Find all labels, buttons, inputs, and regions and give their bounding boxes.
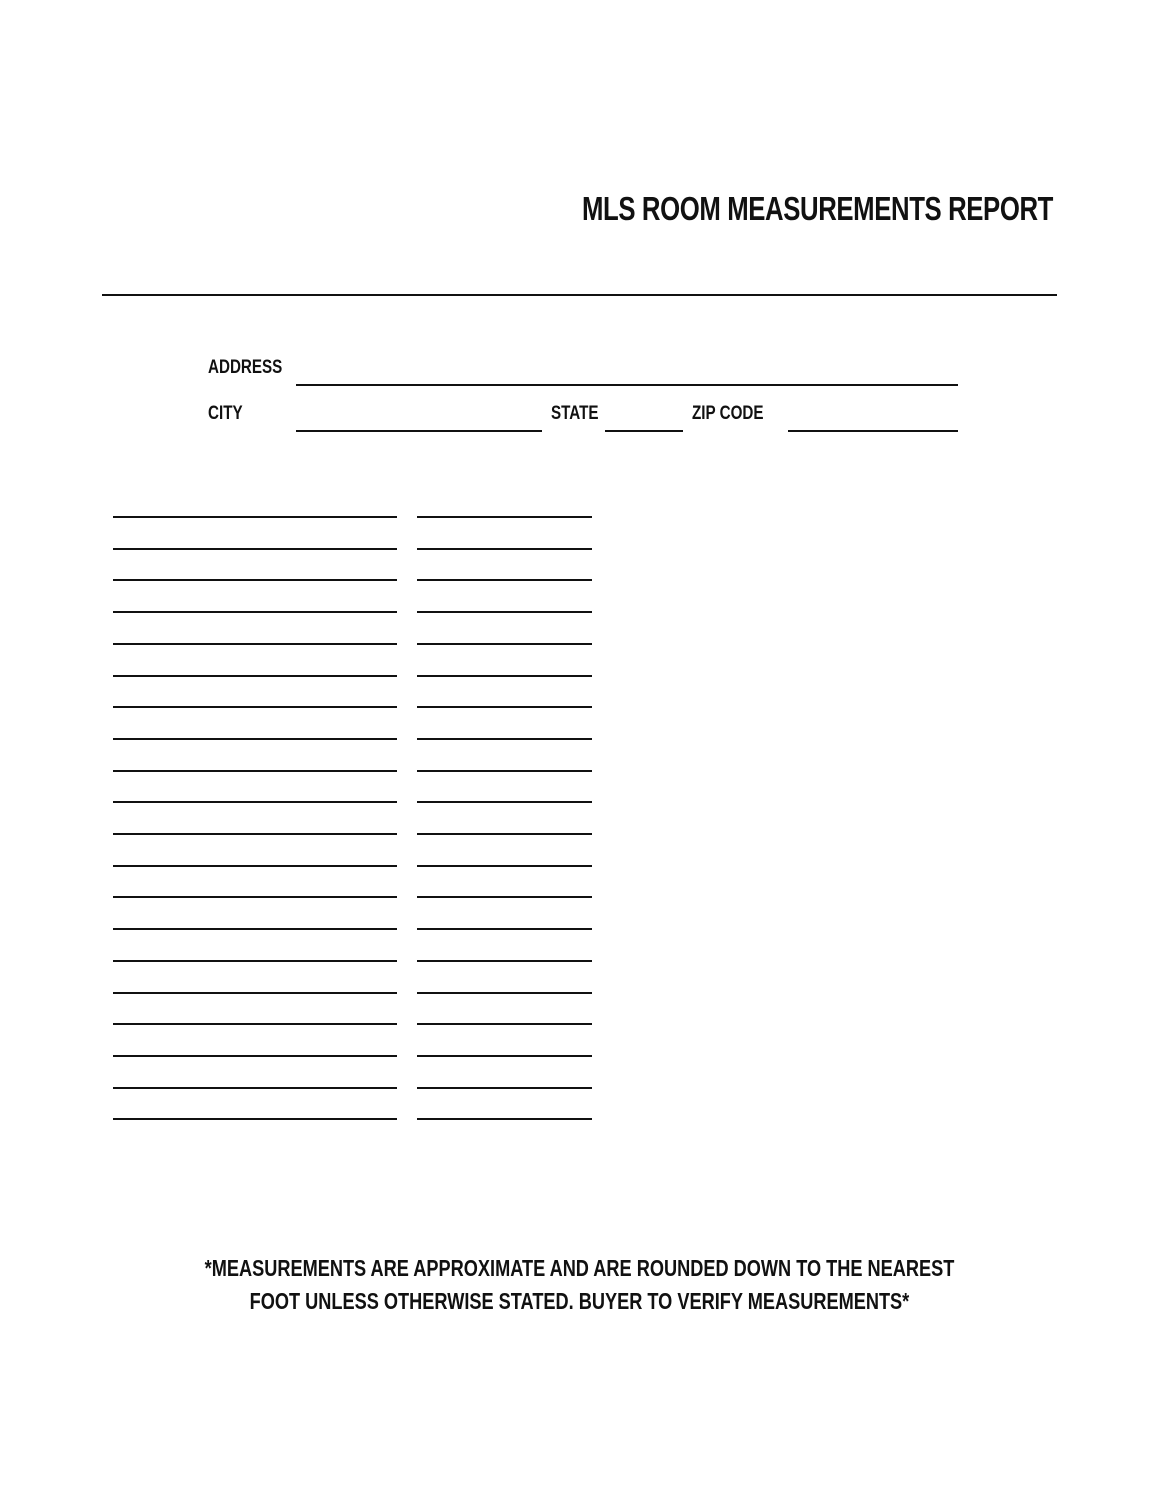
city-label: CITY (208, 403, 243, 424)
header-divider (102, 294, 1057, 296)
room-name-line[interactable] (113, 770, 397, 772)
zip-code-field[interactable] (788, 430, 958, 432)
room-name-line[interactable] (113, 1023, 397, 1025)
room-name-line[interactable] (113, 1118, 397, 1120)
room-dimension-line[interactable] (417, 896, 592, 898)
room-name-line[interactable] (113, 833, 397, 835)
room-name-line[interactable] (113, 801, 397, 803)
room-name-line[interactable] (113, 896, 397, 898)
room-name-line[interactable] (113, 579, 397, 581)
room-dimension-line[interactable] (417, 770, 592, 772)
room-name-line[interactable] (113, 738, 397, 740)
disclaimer-text-2: FOOT UNLESS OTHERWISE STATED. BUYER TO VERIFY MEASUREMENTS* (249, 1288, 910, 1314)
room-dimension-line[interactable] (417, 1087, 592, 1089)
room-name-line[interactable] (113, 1055, 397, 1057)
room-dimension-line[interactable] (417, 706, 592, 708)
room-dimension-line[interactable] (417, 960, 592, 962)
room-name-line[interactable] (113, 611, 397, 613)
room-dimension-line[interactable] (417, 611, 592, 613)
room-dimension-line[interactable] (417, 738, 592, 740)
room-dimension-line[interactable] (417, 992, 592, 994)
room-dimension-line[interactable] (417, 865, 592, 867)
room-name-line[interactable] (113, 675, 397, 677)
city-field[interactable] (296, 430, 542, 432)
room-name-line[interactable] (113, 960, 397, 962)
room-dimension-line[interactable] (417, 1055, 592, 1057)
state-field[interactable] (605, 430, 683, 432)
room-name-line[interactable] (113, 706, 397, 708)
room-name-line[interactable] (113, 992, 397, 994)
room-dimension-line[interactable] (417, 1023, 592, 1025)
address-field[interactable] (296, 384, 958, 386)
disclaimer-text-1: *MEASUREMENTS ARE APPROXIMATE AND ARE ROUNDED DOWN TO THE NEAREST (204, 1255, 955, 1281)
room-dimension-line[interactable] (417, 833, 592, 835)
room-dimension-line[interactable] (417, 801, 592, 803)
room-name-line[interactable] (113, 865, 397, 867)
state-label: STATE (551, 403, 599, 424)
disclaimer-line-2 (0, 1288, 1159, 1315)
zip-code-label: ZIP CODE (692, 403, 764, 424)
room-name-line[interactable] (113, 643, 397, 645)
room-dimension-line[interactable] (417, 579, 592, 581)
address-label: ADDRESS (208, 357, 283, 378)
page-title: MLS ROOM MEASUREMENTS REPORT (582, 190, 1054, 227)
room-name-line[interactable] (113, 928, 397, 930)
room-name-line[interactable] (113, 516, 397, 518)
room-dimension-line[interactable] (417, 548, 592, 550)
room-dimension-line[interactable] (417, 643, 592, 645)
room-dimension-line[interactable] (417, 516, 592, 518)
room-dimension-line[interactable] (417, 928, 592, 930)
room-dimension-line[interactable] (417, 1118, 592, 1120)
room-name-line[interactable] (113, 548, 397, 550)
disclaimer-line-1 (0, 1255, 1159, 1282)
room-name-line[interactable] (113, 1087, 397, 1089)
room-dimension-line[interactable] (417, 675, 592, 677)
